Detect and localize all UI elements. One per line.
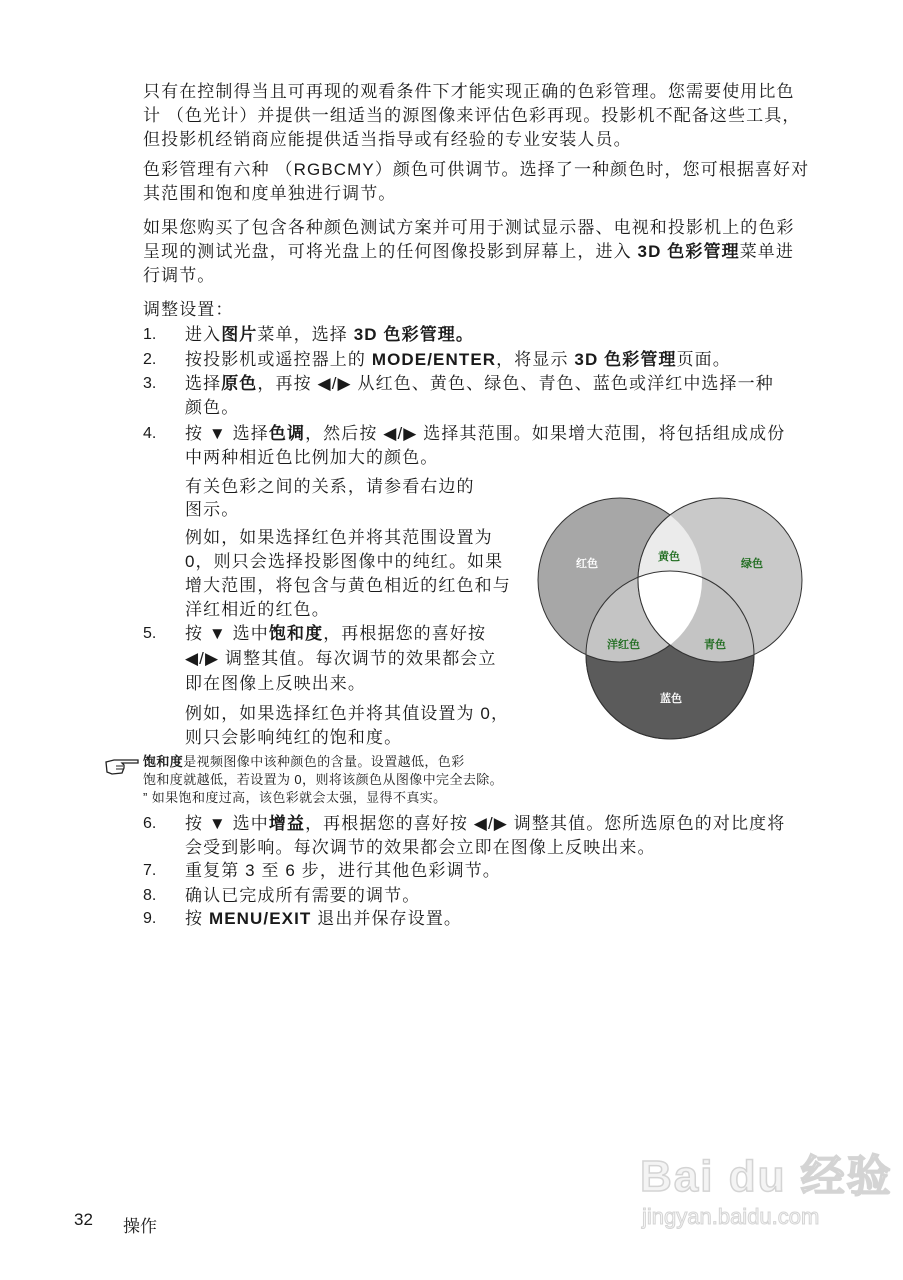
text-line	[143, 241, 794, 263]
watermark-brand: Bai du 经验	[640, 1152, 893, 1201]
text-segment: 按 ▼ 选中	[185, 624, 269, 643]
pointing-hand-note-icon	[104, 756, 142, 778]
text-segment: 菜单，选择	[257, 325, 354, 344]
text-segment: 按 ▼ 选择	[185, 424, 269, 443]
text-line	[185, 703, 509, 725]
text-line	[185, 373, 774, 395]
bold-term: 3D 色彩管理	[637, 242, 740, 261]
text-segment: 会受到影响。每次调节的效果都会立即在图像上反映出来。	[185, 838, 656, 857]
text-line	[185, 397, 239, 419]
text-segment: ，将显示	[496, 350, 575, 369]
text-segment: 按 ▼ 选中	[185, 814, 269, 833]
step-number: 9.	[143, 910, 157, 927]
venn-label-green: 绿色	[741, 558, 763, 570]
step-number: 2.	[143, 351, 157, 368]
text-segment: ，再根据您的喜好按 ◀/▶ 调整其值。您所选原色的对比度将	[305, 814, 786, 833]
text-line	[185, 423, 785, 445]
text-line	[185, 673, 366, 695]
section-name: 操作	[123, 1217, 157, 1236]
text-segment: 按投影机或遥控器上的	[185, 350, 372, 369]
text-segment: 颜色。	[185, 398, 240, 417]
text-segment: 只有在控制得当且可再现的观看条件下才能实现正确的色彩管理。您需要使用比色	[143, 82, 795, 101]
text-segment: 行调节。	[143, 266, 216, 285]
bold-term: 3D 色彩管理。	[353, 325, 474, 344]
venn-label-blue: 蓝色	[660, 693, 682, 705]
text-segment: 呈现的测试光盘，可将光盘上的任何图像投影到屏幕上，进入	[143, 242, 638, 261]
venn-label-cyan: 青色	[704, 639, 726, 651]
text-line	[185, 813, 785, 835]
text-line	[185, 648, 497, 670]
text-line	[185, 349, 731, 371]
bold-term: MODE/ENTER	[371, 350, 497, 369]
step-number: 7.	[143, 862, 157, 879]
text-line	[185, 623, 486, 645]
text-line	[185, 908, 462, 930]
text-segment: 色彩管理有六种 （RGBCMY）颜色可供调节。选择了一种颜色时，您可根据喜好对	[143, 160, 810, 179]
color-relationship-venn-diagram	[530, 490, 810, 750]
venn-label-magenta: 洋红色	[607, 639, 640, 651]
text-segment: 重复第 3 至 6 步，进行其他色彩调节。	[185, 861, 501, 880]
text-line	[185, 324, 474, 346]
text-segment: 如果您购买了包含各种颜色测试方案并可用于测试显示器、电视和投影机上的色彩	[143, 218, 795, 237]
text-segment: 其范围和饱和度单独进行调节。	[143, 184, 397, 203]
bold-term: 饱和度	[143, 754, 184, 769]
text-segment: 进入	[185, 325, 222, 344]
text-line	[185, 447, 438, 469]
text-segment: ，然后按 ◀/▶ 选择其范围。如果增大范围，将包括组成成份	[305, 424, 786, 443]
text-line	[143, 81, 795, 103]
text-line	[185, 837, 656, 859]
text-segment: 图示。	[185, 500, 240, 519]
text-line	[185, 499, 239, 521]
text-segment: ” 如果饱和度过高，该色彩就会太强，显得不真实。	[143, 790, 447, 805]
watermark-url: jingyan.baidu.com	[642, 1204, 820, 1229]
text-segment: ，再根据您的喜好按	[323, 624, 487, 643]
venn-label-yellow: 黄色	[658, 551, 680, 563]
bold-term: 原色	[221, 374, 258, 393]
baidu-jingyan-watermark	[640, 1140, 893, 1230]
note-text-line	[143, 771, 503, 789]
text-segment: 例如，如果选择红色并将其值设置为 0，	[185, 704, 510, 723]
text-line	[185, 575, 511, 597]
step-number: 8.	[143, 887, 157, 904]
bold-term: MENU/EXIT	[208, 909, 312, 928]
text-line	[185, 727, 402, 749]
text-line	[143, 217, 795, 239]
step-number: 6.	[143, 815, 157, 832]
venn-label-red: 红色	[576, 558, 598, 570]
text-segment: 0，则只会选择投影图像中的纯红。如果	[185, 552, 504, 571]
text-segment: 则只会影响纯红的饱和度。	[185, 728, 403, 747]
text-line	[185, 885, 420, 907]
text-segment: 页面。	[676, 350, 731, 369]
text-segment: 确认已完成所有需要的调节。	[185, 886, 421, 905]
text-line	[185, 599, 330, 621]
text-line	[143, 159, 809, 181]
text-line	[185, 860, 501, 882]
text-line	[185, 551, 503, 573]
text-segment: 是视频图像中该种颜色的含量。设置越低，色彩	[183, 754, 465, 769]
step-number: 3.	[143, 375, 157, 392]
text-segment: 即在图像上反映出来。	[185, 674, 366, 693]
step-number: 1.	[143, 326, 157, 343]
text-segment: 退出并保存设置。	[311, 909, 463, 928]
text-segment: ，再按 ◀/▶ 从红色、黄色、绿色、青色、蓝色或洋红中选择一种	[257, 374, 774, 393]
bold-term: 增益	[268, 814, 306, 833]
text-segment: 中两种相近色比例加大的颜色。	[185, 448, 439, 467]
text-segment: 选择	[185, 374, 222, 393]
page-number: 32	[74, 1210, 93, 1229]
text-line	[143, 105, 800, 127]
step-number: 5.	[143, 625, 157, 642]
text-line	[143, 299, 234, 321]
text-segment: 增大范围，将包含与黄色相近的红色和与	[185, 576, 511, 595]
bold-term: 图片	[221, 325, 258, 344]
text-segment: ◀/▶ 调整其值。每次调节的效果都会立	[185, 649, 497, 668]
text-line	[185, 476, 475, 498]
text-line	[143, 265, 215, 287]
text-segment: 计 （色光计）并提供一组适当的源图像来评估色彩再现。投影机不配备这些工具，	[143, 106, 801, 125]
text-segment: 但投影机经销商应能提供适当指导或有经验的专业安装人员。	[143, 130, 632, 149]
text-segment: 洋红相近的红色。	[185, 600, 330, 619]
text-segment: 例如，如果选择红色并将其范围设置为	[185, 528, 493, 547]
text-segment: 饱和度就越低，若设置为 0，则将该颜色从图像中完全去除。	[143, 772, 504, 787]
text-line	[143, 129, 632, 151]
text-segment: 菜单进	[739, 242, 794, 261]
note-text-line	[143, 753, 465, 771]
bold-term: 饱和度	[268, 624, 324, 643]
note-text-line	[143, 789, 447, 807]
text-segment: 调整设置：	[143, 300, 234, 319]
text-line	[143, 183, 396, 205]
bold-term: 3D 色彩管理	[574, 350, 677, 369]
bold-term: 色调	[268, 424, 306, 443]
text-segment: 按	[185, 909, 209, 928]
step-number: 4.	[143, 425, 157, 442]
text-segment: 有关色彩之间的关系，请参看右边的	[185, 477, 475, 496]
text-line	[185, 527, 493, 549]
